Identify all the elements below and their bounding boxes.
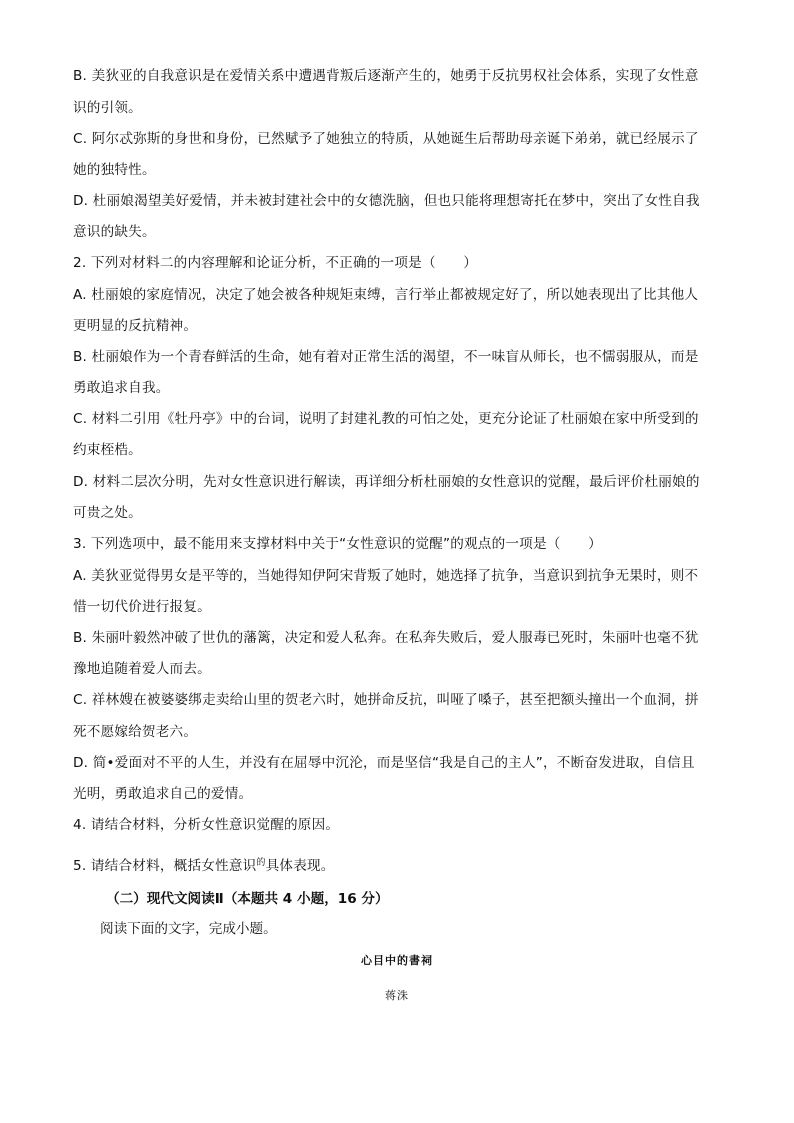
q3-stem: 3. 下列选项中，最不能用来支撑材料中关于“女性意识的觉醒”的观点的一项是（ ） bbox=[73, 536, 602, 552]
q1-option-b-line2: 识的引领。 bbox=[73, 100, 142, 116]
q2-option-c-line1: C. 材料二引用《牡丹亭》中的台词，说明了封建礼教的可怕之处，更充分论证了杜丽娘在家中所受到的 bbox=[73, 411, 699, 427]
q3-option-d-line2: 光明，勇敢追求自己的爱情。 bbox=[73, 786, 253, 802]
q2-option-b-line2: 勇敢追求自我。 bbox=[73, 380, 170, 396]
reading-instruction: 阅读下面的文字，完成小题。 bbox=[100, 921, 277, 937]
q1-option-c-line2: 她的独特性。 bbox=[73, 162, 156, 178]
q1-option-d-line2: 意识的缺失。 bbox=[73, 224, 156, 240]
q2-option-b-line1: B. 杜丽娘作为一个青春鲜活的生命，她有着对正常生活的渴望，不一味盲从师长，也不懦弱服从，而是 bbox=[73, 349, 699, 365]
q5-stem-part2: 具体表现。 bbox=[265, 858, 335, 874]
q3-option-b-line2: 豫地追随着爱人而去。 bbox=[73, 661, 211, 677]
article-title: 心目中的書祠 bbox=[361, 954, 433, 967]
q5-stem-part1: 5. 请结合材料，概括女性意识 bbox=[73, 858, 257, 874]
q2-option-a-line1: A. 杜丽娘的家庭情况，决定了她会被各种规矩束缚，言行举止都被规定好了，所以她表现出了比其他人 bbox=[73, 287, 699, 303]
q5-stem bbox=[73, 853, 723, 876]
q1-option-d-line1: D. 杜丽娘渴望美好爱情，并未被封建社会中的女德洗脑，但也只能将理想寄托在梦中，突出了女性自我 bbox=[73, 193, 700, 209]
q3-option-c-line2: 死不愿嫁给贺老六。 bbox=[73, 724, 198, 740]
q2-stem: 2. 下列对材料二的内容理解和论证分析，不正确的一项是（ ） bbox=[73, 255, 478, 271]
q4-stem: 4. 请结合材料，分析女性意识觉醒的原因。 bbox=[73, 817, 340, 833]
q3-option-d-line1: D. 简•爱面对不平的人生，并没有在屈辱中沉沦，而是坚信“我是自己的主人”，不断奋发进取，自信且 bbox=[73, 755, 695, 771]
q2-option-c-line2: 约束桎梏。 bbox=[73, 442, 142, 458]
q3-option-c-line1: C. 祥林嫂在被婆婆绑走卖给山里的贺老六时，她拼命反抗，叫哑了嗓子，甚至把额头撞出一个血洞，拼 bbox=[73, 692, 699, 708]
q3-option-a-line2: 惜一切代价进行报复。 bbox=[73, 599, 211, 615]
q3-option-a-line1: A. 美狄亚觉得男女是平等的，当她得知伊阿宋背叛了她时，她选择了抗争，当意识到抗争无果时，则不 bbox=[73, 568, 699, 584]
q3-option-b-line1: B. 朱丽叶毅然冲破了世仇的藩篱，决定和爱人私奔。在私奔失败后，爱人服毒已死时，朱丽叶也毫不犹 bbox=[73, 630, 699, 646]
q2-option-d-line2: 可贵之处。 bbox=[73, 505, 142, 521]
q2-option-a-line2: 更明显的反抗精神。 bbox=[73, 318, 198, 334]
q5-stem-superscript: 的 bbox=[256, 858, 266, 868]
q1-option-b-line1: B. 美狄亚的自我意识是在爱情关系中遭遇背叛后逐渐产生的，她勇于反抗男权社会体系，实现了女性意 bbox=[73, 68, 699, 84]
q2-option-d-line1: D. 材料二层次分明，先对女性意识进行解读，再详细分析杜丽娘的女性意识的觉醒，最后评价杜丽娘的 bbox=[73, 474, 700, 490]
article-author: 蒋洙 bbox=[385, 989, 409, 1002]
q1-option-c-line1: C. 阿尔忒弥斯的身世和身份，已然赋予了她独立的特质，从她诞生后帮助母亲诞下弟弟，就已经展示了 bbox=[73, 131, 699, 147]
section-heading: （二）现代文阅读Ⅱ（本题共 4 小题，16 分） bbox=[106, 891, 389, 907]
